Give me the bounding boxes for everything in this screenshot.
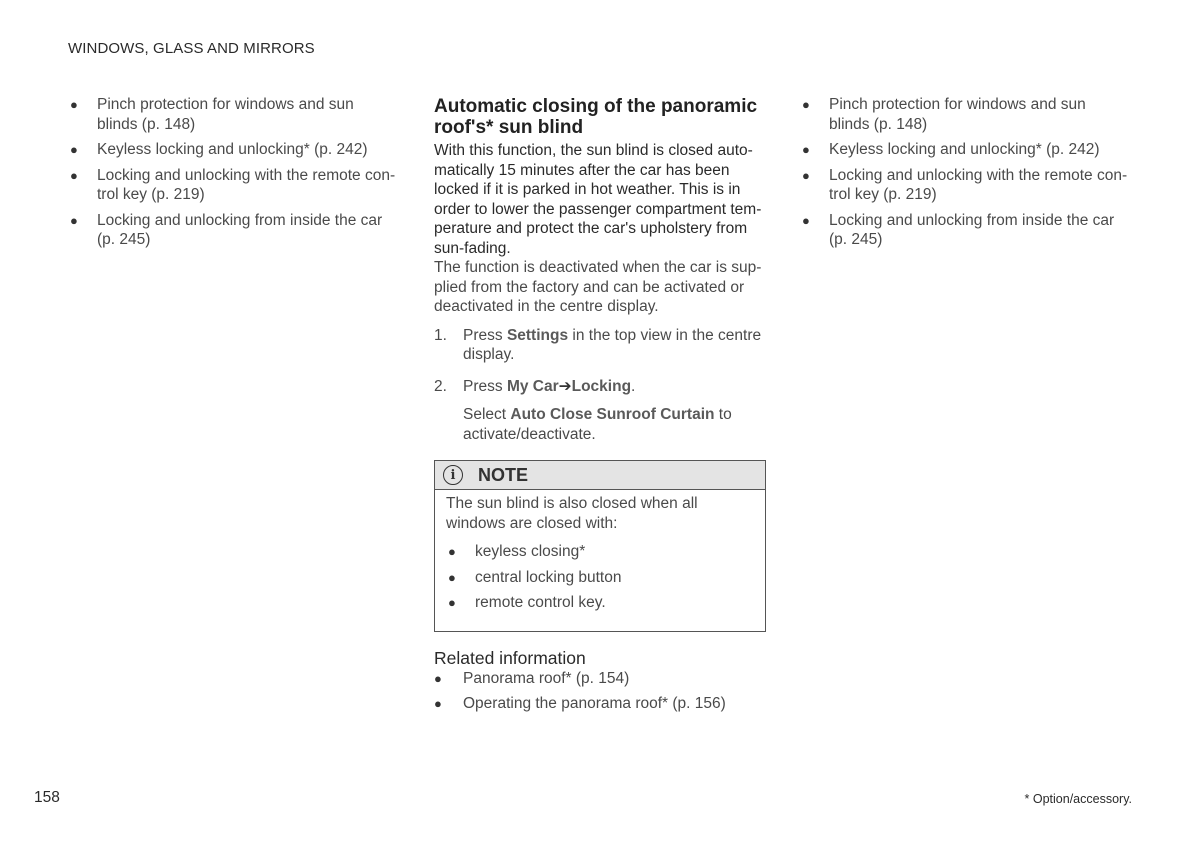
right-related-list bbox=[800, 95, 1130, 250]
settings-label: Settings bbox=[506, 326, 569, 344]
note-header bbox=[435, 461, 765, 490]
steps-list bbox=[434, 326, 766, 445]
list-item: ● keyless closing* bbox=[448, 543, 586, 560]
list-item[interactable]: ● Operating the panorama roof* (p. 156) bbox=[434, 695, 726, 712]
info-icon: i bbox=[443, 465, 463, 485]
deactivated-paragraph: The function is deactivated when the car is sup-plied from the factory and can be activated or deactivated in the centre display. bbox=[434, 259, 762, 315]
list-item[interactable]: ● Keyless locking and unlocking* (p. 242) bbox=[802, 141, 1100, 158]
bullet: ● bbox=[70, 97, 78, 112]
left-related-list bbox=[68, 95, 398, 250]
list-item[interactable]: ● Keyless locking and unlocking* (p. 242) bbox=[70, 141, 368, 158]
list-item[interactable]: ● Pinch protection for windows and sun blinds (p. 148) bbox=[802, 96, 1086, 133]
left-column bbox=[68, 95, 398, 256]
bullet: ● bbox=[70, 167, 78, 183]
middle-column bbox=[434, 95, 766, 720]
list-item[interactable]: ● Locking and unlocking with the remote con-trol key (p. 219) bbox=[70, 166, 396, 203]
list-item[interactable]: ● Locking and unlocking with the remote con-trol key (p. 219) bbox=[802, 166, 1128, 203]
note-box bbox=[434, 460, 766, 632]
bullet: ● bbox=[802, 97, 810, 112]
step-1: 1. Press Settings in the top view in the centre display. bbox=[434, 326, 762, 363]
note-list bbox=[446, 542, 755, 613]
note-body bbox=[435, 490, 765, 631]
list-item[interactable]: ● Panorama roof* (p. 154) bbox=[434, 669, 630, 687]
page-number: 158 bbox=[34, 789, 60, 806]
list-item: ● remote control key. bbox=[448, 594, 606, 611]
bullet: ● bbox=[448, 595, 456, 610]
bullet: ● bbox=[434, 670, 442, 686]
step-2-sub: Select Auto Close Sunroof Curtain to activate/deactivate. bbox=[463, 406, 732, 443]
intro-paragraph: With this function, the sun blind is closed auto-matically 15 minutes after the car has been locked if it is parked in hot weather. This is in order to lower the passenger compartment tem-perature and protect the car's upholstery from sun-fading. bbox=[434, 142, 762, 257]
note-text: The sun blind is also closed when all windows are closed with: bbox=[446, 495, 698, 532]
bullet: ● bbox=[448, 544, 456, 559]
list-item: ● central locking button bbox=[448, 568, 622, 586]
bullet: ● bbox=[70, 142, 78, 157]
my-car-label: My Car bbox=[506, 377, 559, 395]
auto-close-label: Auto Close Sunroof Curtain bbox=[510, 406, 715, 423]
bullet: ● bbox=[70, 212, 78, 228]
related-information-heading: Related information bbox=[434, 647, 586, 668]
list-item[interactable]: ● Pinch protection for windows and sun blinds (p. 148) bbox=[70, 96, 354, 133]
list-item[interactable]: ● Locking and unlocking from inside the car (p. 245) bbox=[802, 211, 1115, 248]
bullet: ● bbox=[434, 696, 442, 711]
footnote: * Option/accessory. bbox=[1024, 792, 1132, 806]
bullet: ● bbox=[802, 212, 810, 228]
bullet: ● bbox=[448, 569, 456, 585]
section-title: Automatic closing of the panoramic roof's* sun blind bbox=[434, 96, 758, 138]
arrow-right-icon: ➔ bbox=[558, 377, 572, 395]
locking-label: Locking bbox=[571, 377, 632, 395]
list-item[interactable]: ● Locking and unlocking from inside the car (p. 245) bbox=[70, 211, 383, 248]
note-title: NOTE bbox=[478, 464, 529, 485]
bullet: ● bbox=[802, 167, 810, 183]
step-2: 2. Press My Car➔Locking. Select Auto Close Sunroof Curtain to activate/deactivate. bbox=[434, 377, 766, 445]
bullet: ● bbox=[802, 142, 810, 157]
related-information-list bbox=[434, 669, 766, 714]
right-column bbox=[800, 95, 1130, 256]
page-header: WINDOWS, GLASS AND MIRRORS bbox=[68, 40, 315, 57]
